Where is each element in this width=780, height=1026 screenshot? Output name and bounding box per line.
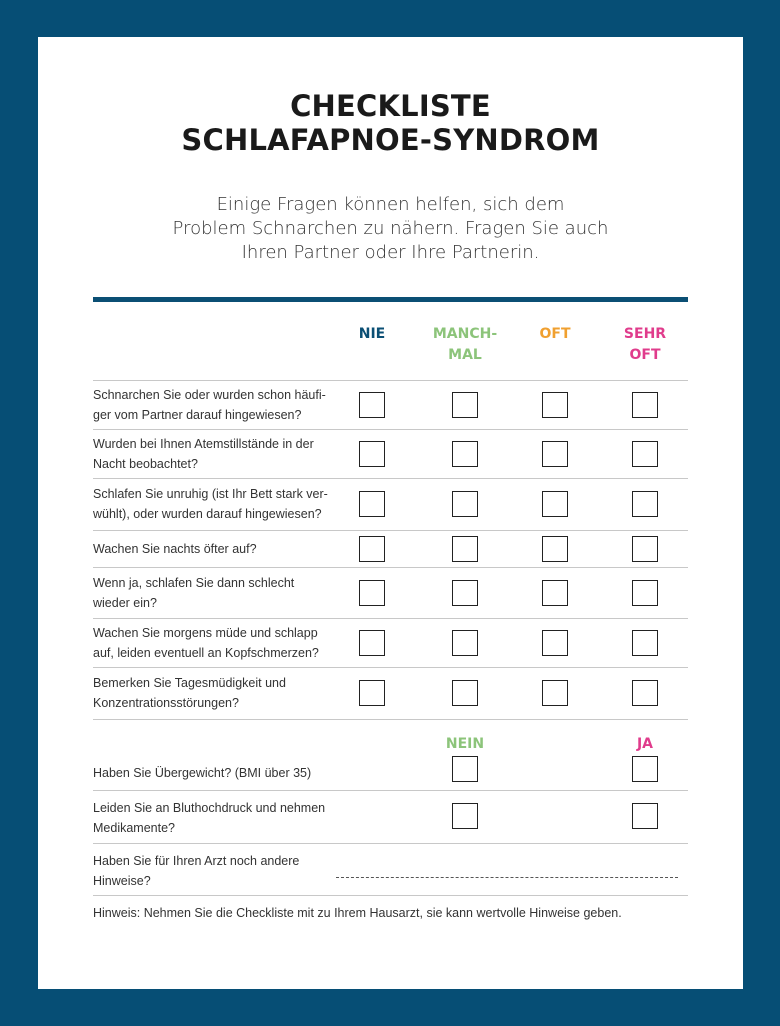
answer-checkbox[interactable] xyxy=(452,630,478,656)
column-header-line: OFT xyxy=(539,326,571,342)
answer-checkbox[interactable] xyxy=(359,392,385,418)
answer-checkbox[interactable] xyxy=(632,441,658,467)
page-title xyxy=(38,89,743,157)
answer-checkbox[interactable] xyxy=(542,441,568,467)
answer-checkbox[interactable] xyxy=(359,680,385,706)
question-line: ger vom Partner darauf hingewiesen? xyxy=(93,407,302,422)
question-text xyxy=(93,798,343,838)
answer-checkbox[interactable] xyxy=(452,392,478,418)
answer-checkbox[interactable] xyxy=(359,441,385,467)
answer-checkbox[interactable] xyxy=(452,803,478,829)
question-line: Wurden bei Ihnen Atemstillstände in der xyxy=(93,436,314,451)
question-line: Wachen Sie nachts öfter auf? xyxy=(93,541,257,556)
answer-checkbox[interactable] xyxy=(632,392,658,418)
question-line: auf, leiden eventuell an Kopfschmerzen? xyxy=(93,645,319,660)
question-line: Haben Sie Übergewicht? (BMI über 35) xyxy=(93,766,312,780)
answer-line[interactable] xyxy=(336,877,678,878)
row-divider xyxy=(93,380,688,381)
question-line: Haben Sie für Ihren Arzt noch andere xyxy=(93,854,300,868)
footnote: Hinweis: Nehmen Sie die Checkliste mit zu Ihrem Hausarzt, sie kann wertvolle Hinweise geben. xyxy=(93,906,622,920)
intro-text xyxy=(38,193,743,265)
question-line: Leiden Sie an Bluthochdruck und nehmen xyxy=(93,801,326,815)
answer-checkbox[interactable] xyxy=(452,441,478,467)
answer-checkbox[interactable] xyxy=(452,680,478,706)
row-divider xyxy=(93,719,688,720)
answer-checkbox[interactable] xyxy=(632,630,658,656)
question-line: Schlafen Sie unruhig (ist Ihr Bett stark ver- xyxy=(93,487,328,501)
answer-checkbox[interactable] xyxy=(359,630,385,656)
answer-checkbox[interactable] xyxy=(542,491,568,517)
question-line: Nacht beobachtet? xyxy=(93,456,198,471)
yesno-header: JA xyxy=(636,736,654,752)
header-divider xyxy=(93,297,688,302)
question-line: wieder ein? xyxy=(93,595,157,610)
checklist-card xyxy=(38,37,743,989)
answer-checkbox[interactable] xyxy=(452,491,478,517)
row-divider xyxy=(93,567,688,568)
answer-checkbox[interactable] xyxy=(632,803,658,829)
column-header xyxy=(327,324,417,345)
row-divider xyxy=(93,530,688,531)
answer-checkbox[interactable] xyxy=(632,536,658,562)
question-text xyxy=(93,385,343,425)
intro-line: Einige Fragen können helfen, sich dem xyxy=(216,194,565,215)
row-divider xyxy=(93,895,688,896)
answer-checkbox[interactable] xyxy=(359,580,385,606)
answer-checkbox[interactable] xyxy=(359,491,385,517)
column-header-line: MAL xyxy=(448,347,482,363)
answer-checkbox[interactable] xyxy=(542,580,568,606)
row-divider xyxy=(93,790,688,791)
column-header-line: OFT xyxy=(629,347,661,363)
column-header xyxy=(600,324,690,366)
question-line: Schnarchen Sie oder wurden schon häufi- xyxy=(93,387,326,402)
answer-checkbox[interactable] xyxy=(452,580,478,606)
answer-checkbox[interactable] xyxy=(452,756,478,782)
question-text xyxy=(93,851,343,891)
question-text xyxy=(93,673,343,713)
answer-checkbox[interactable] xyxy=(452,536,478,562)
column-header-line: NIE xyxy=(358,326,386,342)
question-line: Wachen Sie morgens müde und schlapp xyxy=(93,625,318,640)
question-text xyxy=(93,573,343,613)
question-line: wühlt), oder wurden darauf hingewiesen? xyxy=(93,507,322,521)
column-header-line: SEHR xyxy=(623,326,667,342)
question-line: Konzentrationsstörungen? xyxy=(93,696,239,710)
answer-checkbox[interactable] xyxy=(542,392,568,418)
answer-checkbox[interactable] xyxy=(359,536,385,562)
question-text xyxy=(93,484,343,524)
answer-checkbox[interactable] xyxy=(632,756,658,782)
question-text xyxy=(93,539,343,559)
answer-checkbox[interactable] xyxy=(632,680,658,706)
intro-line: Ihren Partner oder Ihre Partnerin. xyxy=(241,242,540,263)
title-line-1: CHECKLISTE xyxy=(290,89,491,123)
row-divider xyxy=(93,667,688,668)
question-text xyxy=(93,763,343,783)
row-divider xyxy=(93,843,688,844)
question-line: Wenn ja, schlafen Sie dann schlecht xyxy=(93,575,295,590)
question-text xyxy=(93,623,343,663)
question-text xyxy=(93,434,343,474)
answer-checkbox[interactable] xyxy=(542,630,568,656)
title-line-2: SCHLAFAPNOE-SYNDROM xyxy=(181,123,600,157)
row-divider xyxy=(93,478,688,479)
column-header-line: MANCH- xyxy=(432,326,498,342)
answer-checkbox[interactable] xyxy=(542,536,568,562)
question-line: Medikamente? xyxy=(93,821,175,835)
answer-checkbox[interactable] xyxy=(632,580,658,606)
row-divider xyxy=(93,429,688,430)
yesno-header: NEIN xyxy=(445,736,485,752)
question-line: Bemerken Sie Tagesmüdigkeit und xyxy=(93,676,286,690)
answer-checkbox[interactable] xyxy=(542,680,568,706)
column-header xyxy=(510,324,600,345)
answer-checkbox[interactable] xyxy=(632,491,658,517)
question-line: Hinweise? xyxy=(93,874,151,888)
intro-line: Problem Schnarchen zu nähern. Fragen Sie auch xyxy=(172,218,609,239)
column-header xyxy=(420,324,510,366)
row-divider xyxy=(93,618,688,619)
